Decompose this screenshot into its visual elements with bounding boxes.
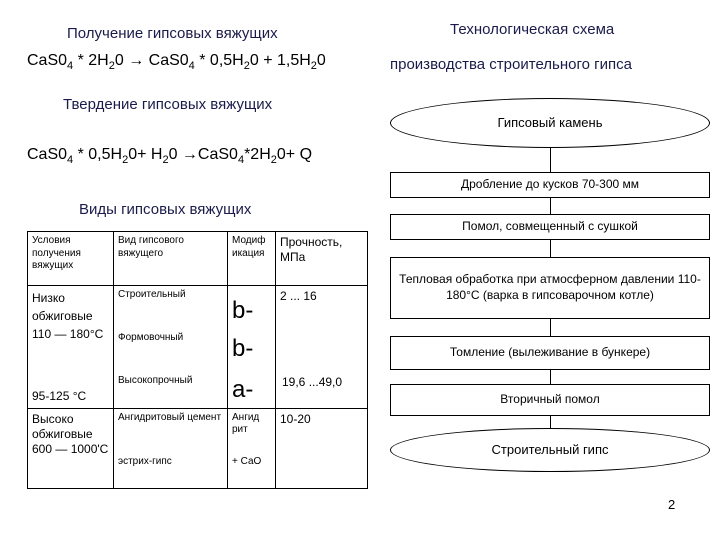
flow-step-milling-drying: Помол, совмещенный с сушкой — [390, 214, 710, 240]
obtaining-title: Получение гипсовых вяжущих — [67, 25, 278, 42]
dehydration-equation: $CaS0_4 * 2H_20 \to CaS0_4 * 0,5H_20 + 1,5H_20$ — [27, 52, 326, 73]
header-strength: Прочность, МПа — [276, 232, 368, 286]
strength-1: 2 ... 16 — [276, 286, 368, 372]
kind-estrich: эстрих-гипс — [118, 455, 172, 467]
mod-beta-1: b- — [232, 297, 254, 324]
flow-step-gypsum-stone: Гипсовый камень — [390, 98, 710, 148]
kind-anhydrite: Ангидритовый цемент — [118, 411, 222, 423]
mod-beta-cell — [228, 286, 276, 372]
header-conditions: Условия получения вяжущих — [28, 232, 114, 286]
mod-anhydrite-cell — [228, 408, 276, 488]
strength-2: 19,6 ...49,0 — [276, 372, 368, 409]
page-number: 2 — [668, 497, 676, 512]
hardening-title: Твердение гипсовых вяжущих — [63, 96, 273, 113]
scheme-title-line1: Технологическая схема — [450, 21, 615, 38]
flow-step-heat-treatment: Тепловая обработка при атмосферном давлении 110-180°С (варка в гипсоварочном котле) — [390, 257, 710, 319]
mod-beta-2: b- — [232, 335, 254, 363]
flow-step-aging: Томление (вылеживание в бункере) — [390, 336, 710, 370]
kind-anhydrite-cell — [114, 408, 228, 488]
kind-construction: Строительный — [114, 286, 228, 329]
header-kind: Вид гипсового вяжущего — [114, 232, 228, 286]
kind-high-strength: Высокопрочный — [114, 372, 228, 409]
scheme-title-line2: производства строительного гипса — [390, 56, 632, 73]
mod-cao: + СаО — [232, 455, 262, 467]
binder-types-table — [27, 231, 368, 489]
high-fired-label: Высоко обжиговые 600 — 1000'С — [28, 408, 114, 488]
flow-step-secondary-milling: Вторичный помол — [390, 384, 710, 416]
low-fired-cell — [28, 286, 114, 409]
types-title: Виды гипсовых вяжущих — [79, 201, 252, 218]
header-modification: Модиф икация — [228, 232, 276, 286]
temp-95-125-label: 95-125 °С — [32, 388, 87, 403]
mod-anhydrite: Ангид рит — [232, 411, 260, 436]
low-fired-label: Низко обжиговые 110 — 180°С — [32, 291, 104, 341]
hydration-equation: $CaS0_4 * 0,5H_20+ H_20 \to CaS0_4*2H_20+ Q$ — [27, 146, 313, 167]
mod-alpha: а- — [228, 372, 276, 409]
strength-3: 10-20 — [276, 408, 368, 488]
flow-step-crushing: Дробление до кусков 70-300 мм — [390, 172, 710, 198]
flow-step-construction-gypsum: Строительный гипс — [390, 428, 710, 472]
kind-molding: Формовочный — [114, 329, 228, 372]
